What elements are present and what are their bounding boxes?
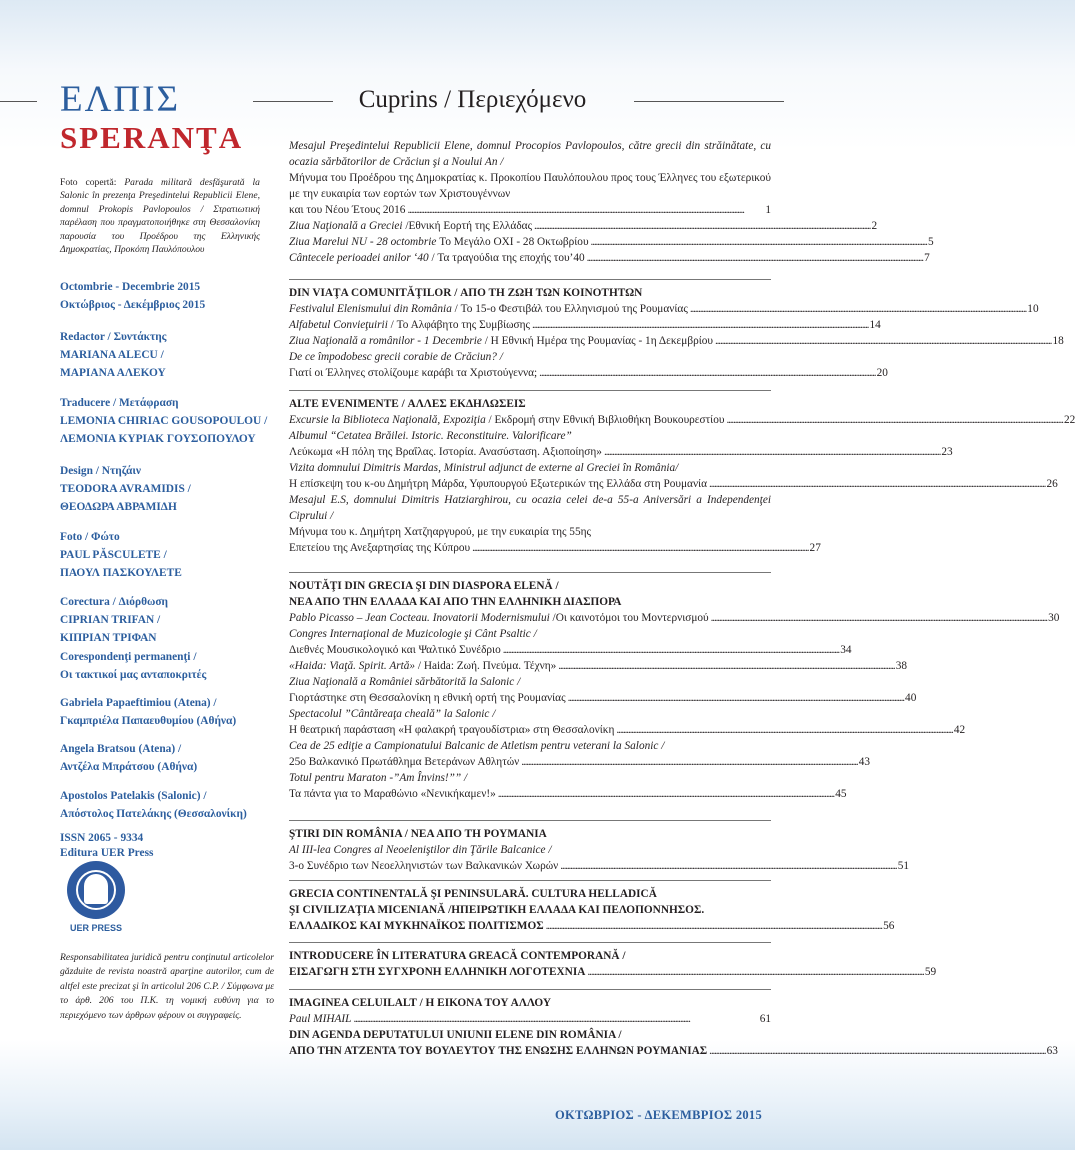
toc-entry-gr: / Εκδρομή στην Εθνική Βιβλιοθήκη Βουκουρεστίου <box>485 414 725 426</box>
toc-entry[interactable] <box>289 218 878 234</box>
toc-page-number: 1 <box>765 204 771 216</box>
toc-entry-ro: Vizita domnului Dimitris Mardas, Ministrul adjunct de externe al Greciei în România/ <box>289 462 679 474</box>
section-heading: IMAGINEA CELUILALT / Η ΕΙΚΟΝΑ ΤΟΥ ΑΛΛΟΥ <box>289 997 552 1009</box>
toc-entry-ro: Alfabetul Convieţuirii <box>289 319 388 331</box>
toc-page-number: 51 <box>897 860 910 872</box>
toc-page-number: 7 <box>924 252 930 264</box>
toc-section-1 <box>289 285 1064 381</box>
page-title: Cuprins / Περιεχόμενο <box>358 86 587 113</box>
toc-entry[interactable] <box>289 964 937 980</box>
uer-press-logo <box>60 861 132 933</box>
editor-block <box>60 328 270 382</box>
design-ro: TEODORA AVRAMIDIS / <box>60 483 191 495</box>
toc-entry[interactable] <box>289 610 1060 626</box>
rule-left <box>0 101 37 102</box>
toc-entry-title: ΕΙΣΑΓΩΓΗ ΣΤΗ ΣΥΓΧΡΟΝΗ ΕΛΛΗΝΙΚΗ ΛΟΓΟΤΕΧΝΙΑ <box>289 966 586 978</box>
toc-entry-gr: Μήνυμα του κ. Δημήτρη Χατζηαργυρού, με την ευκαιρία της 55ης <box>289 526 591 538</box>
toc-entry-ro: «Haida: Viaţă. Spirit. Artă» <box>289 660 416 672</box>
toc-entry[interactable] <box>289 858 910 874</box>
toc-page-number: 63 <box>1046 1045 1058 1057</box>
section-heading: ŞTIRI DIN ROMÂNIA / ΝΕΑ ΑΠΟ ΤΗ ΡΟΥΜΑΝΙΑ <box>289 828 547 840</box>
toc-entry[interactable] <box>289 786 847 802</box>
toc-entry[interactable] <box>289 333 1064 349</box>
toc-entry[interactable] <box>289 317 881 333</box>
section-heading: DIN AGENDA DEPUTATULUI UNIUNII ELENE DIN ROMÂNIA / <box>289 1029 622 1041</box>
issn: ISSN 2065 - 9334 <box>60 832 144 844</box>
toc-entry-gr: Η θεατρική παράσταση «Η φαλακρή τραγουδίστρια» στη Θεσσαλονίκη <box>289 724 615 736</box>
period-ro: Octombrie - Decembrie 2015 <box>60 281 201 293</box>
toc-entry-ro: Albumul “Cetatea Brăilei. Istoric. Reconstituire. Valorificare” <box>289 430 572 442</box>
toc-page-number: 59 <box>924 966 937 978</box>
editor-label: Redactor / Συντάκτης <box>60 331 167 343</box>
toc-entry[interactable] <box>289 202 771 218</box>
publisher: Editura UER Press <box>60 847 154 859</box>
section-divider <box>289 572 771 573</box>
correspondent-2-ro: Angela Bratsou (Atena) / <box>60 743 182 755</box>
section-heading: INTRODUCERE ÎN LITERATURA GREACĂ CONTEMPORANĂ / <box>289 950 626 962</box>
toc-entry-gr: Το Μεγάλο ΟΧΙ - 28 Οκτωβρίου <box>436 236 589 248</box>
photo-block <box>60 528 270 582</box>
toc-entry-ro: Totul pentru Maraton -”Am Învins!”” / <box>289 772 468 784</box>
toc-page-number: 45 <box>835 788 847 800</box>
translator-ro: LEMONIA CHIRIAC GOUSOPOULOU / <box>60 415 268 427</box>
toc-entry-ro: Ziua Marelui NU - 28 octombrie <box>289 236 437 248</box>
toc-entry[interactable] <box>289 540 821 556</box>
toc-entry-ro: Ziua Naţională a României sărbătorită la Salonic / <box>289 676 521 688</box>
correspondent-3-gr: Απόστολος Πατελάκης (Θεσσαλονίκη) <box>60 808 247 820</box>
toc-entry-gr: Γιορτάστηκε στη Θεσσαλονίκη η εθνική ορτή της Ρουμανίας <box>289 692 566 704</box>
proof-label: Corectura / Διόρθωση <box>60 596 169 608</box>
toc-entry[interactable] <box>289 690 917 706</box>
section-divider <box>289 279 771 280</box>
toc-entry-ro: Ziua Naţională a Greciei <box>289 220 403 232</box>
toc-entry-gr: / Το Αλφάβητο της Συμβίωσης <box>387 319 531 331</box>
footer-date: ΟΚΤΩΒΡΙΟΣ - ΔΕΚΕΜΒΡΙΟΣ 2015 <box>555 1108 763 1122</box>
toc-page-number: 40 <box>905 692 917 704</box>
toc-entry[interactable] <box>289 918 895 934</box>
period-gr: Οκτώβριος - Δεκέμβριος 2015 <box>60 299 206 311</box>
correspondent-1-ro: Gabriela Papaeftimiou (Atena) / <box>60 697 217 709</box>
toc-page-number: 23 <box>941 446 953 458</box>
toc-section-5 <box>289 886 895 934</box>
section-divider <box>289 820 771 821</box>
toc-section-6 <box>289 948 937 980</box>
section-heading: ALTE EVENIMENTE / ΑΛΛΕΣ ΕΚΔΗΛΩΣΕΙΣ <box>289 398 526 410</box>
toc-page-number: 42 <box>953 724 966 736</box>
toc-intro-gr: Μήνυμα του Προέδρου της Δημοκρατίας κ. Προκοπίου Παυλόπουλου προς τους Έλληνες του εξωτερικού με την ευκαιρία των εορτών των Χριστουγέννων <box>289 172 771 200</box>
correspondent-2 <box>60 740 270 776</box>
toc-entry-gr: Διεθνές Μουσικολογικό και Ψαλτικό Συνέδριο <box>289 644 501 656</box>
toc-entry-gr: / Η Εθνική Ημέρα της Ρουμανίας - 1η Δεκεμβρίου <box>481 335 713 347</box>
design-block <box>60 462 270 516</box>
translator-gr: ΛΕΜΟΝΙΑ ΚΥΡΙΑΚ ΓΟΥΣΟΠΟΥΛΟΥ <box>60 433 256 445</box>
toc-entry-title: ΕΛΛΑΔΙΚΟΣ ΚΑΙ ΜΥΚΗΝΑΪΚΟΣ ΠΟΛΙΤΙΣΜΟΣ <box>289 920 544 932</box>
section-divider <box>289 989 771 990</box>
toc-entry-gr: /Οι καινοτόμοι του Μοντερνισμού <box>549 612 709 624</box>
toc-entry-title: ΑΠΟ ΤΗΝ ΑΤΖΕΝΤΑ ΤΟΥ ΒΟΥΛΕΥΤΟΥ ΤΗΣ ΕΝΩΣΗΣ ΕΛΛΗΝΩΝ ΡΟΥΜΑΝΙΑΣ <box>289 1045 708 1057</box>
section-heading: GRECIA CONTINENTALĂ ŞI PENINSULARĂ. CULTURA HELLADICĂ <box>289 888 657 900</box>
photo-ro: PAUL PĂSCULETE / <box>60 549 167 561</box>
rule-right <box>634 101 784 102</box>
toc-page-number: 14 <box>869 319 881 331</box>
caption-text: Parada militară desfăşurată la Salonic în prezenţa Preşedintelui Republicii Elene, domnul Prokopis Pavlopoulos <box>60 177 260 215</box>
translator-label: Traducere / Μετάφραση <box>60 397 179 409</box>
publisher-block <box>60 831 270 861</box>
toc-entry[interactable] <box>289 642 852 658</box>
toc-intro-ro: Mesajul Preşedintelui Republicii Elene, domnul Procopios Pavlopoulos, către grecii din străinătate, cu ocazia sărbătorilor de Crăciun şi a Noului An / <box>289 140 771 168</box>
toc-entry-gr: Επετείου της Ανεξαρτησίας της Κύπρου <box>289 542 471 554</box>
toc-entry-gr: Τα πάντα για το Μαραθώνιο «Νενικήκαμεν!» <box>289 788 496 800</box>
design-label: Design / Ντηζάιν <box>60 465 142 477</box>
correspondent-1-gr: Γκαμπριέλα Παπαευθυμίου (Αθήνα) <box>60 715 237 727</box>
toc-entry[interactable] <box>289 412 1075 428</box>
logo-text: UER PRESS <box>69 923 122 933</box>
toc-section-3 <box>289 578 1060 802</box>
photo-gr: ΠΑΟΥΛ ΠΑΣΚΟΥΛΕΤΕ <box>60 567 182 579</box>
toc-section-4 <box>289 826 910 874</box>
logo-greek: ΕΛΠΙΣ <box>60 79 181 120</box>
toc-page-number: 10 <box>1027 303 1039 315</box>
disclaimer: Responsabilitatea juridică pentru conţinutul articolelor găzduite de revista noastră aparţine autorilor, cum de altfel este precizat şi în articolul 206 C.P. / Σύμφωνα με το άρθ. 206 του Π.Κ. τη νομική ευθύνη για το περιεχόμενο των άρθρων φέρουν οι συγγραφείς. <box>60 952 274 1021</box>
caption-greek: / Στρατιωτική παρέλαση που πραγματοποιήθηκε στη Θεσσαλονίκη παρουσία του Προέδρου της Ελληνικής Δημοκρατίας, Προκόπη Παυλόπουλου <box>60 203 261 256</box>
toc-entry-ro: Excursie la Biblioteca Naţională, Expoziţia <box>289 414 486 426</box>
toc-entry-ro: Cea de 25 ediţie a Campionatului Balcanic de Atletism pentru veterani la Salonic / <box>289 740 665 752</box>
toc-page-number: 20 <box>876 367 888 379</box>
section-divider <box>289 942 771 943</box>
section-heading: DIN VIAŢA COMUNITĂŢILOR / ΑΠΟ ΤΗ ΖΩΗ ΤΩΝ ΚΟΙΝΟΤΗΤΩΝ <box>289 287 643 299</box>
toc-entry-ro: Pablo Picasso – Jean Cocteau. Inovatorii Modernismului <box>289 612 550 624</box>
toc-entry-ro: Congres Internaţional de Muzicologie şi Cânt Psaltic / <box>289 628 537 640</box>
toc-entry[interactable] <box>289 658 908 674</box>
toc-entry[interactable] <box>289 234 934 250</box>
cover-caption <box>60 176 260 256</box>
section-heading: ΝΕΑ ΑΠΟ ΤΗΝ ΕΛΛΑΔΑ ΚΑΙ ΑΠΟ ΤΗΝ ΕΛΛΗΝΙΚΗ ΔΙΑΣΠΟΡΑ <box>289 596 622 608</box>
proof-gr: ΚΙΠΡΙΑΝ ΤΡΙΦΑΝ <box>60 632 157 644</box>
section-heading: ŞI CIVILIZAŢIA MICENIANĂ /ΗΠΕΙΡΩΤΙΚΗ ΕΛΛΑΔΑ ΚΑΙ ΠΕΛΟΠΟΝΝΗΣΟΣ. <box>289 904 705 916</box>
toc-intro <box>289 138 934 266</box>
toc-entry-gr: / Το 15-ο Φεστιβάλ του Ελληνισμού της Ρουμανίας <box>451 303 688 315</box>
toc-entry[interactable] <box>289 1043 1058 1059</box>
logo-romanian: SPERANŢA <box>60 120 244 155</box>
helmet-icon <box>67 861 125 919</box>
toc-page-number: 27 <box>809 542 821 554</box>
toc-page-number: 56 <box>883 920 895 932</box>
correspondent-3-ro: Apostolos Patelakis (Salonic) / <box>60 790 207 802</box>
toc-entry-gr: / Haida: Ζωή. Πνεύμα. Τέχνη» <box>415 660 557 672</box>
toc-entry-gr: Λεύκωμα «Η πόλη της Βραΐλας. Ιστορία. Ανασύσταση. Αξιοποίηση» <box>289 446 602 458</box>
toc-page-number: 26 <box>1046 478 1058 490</box>
toc-entry-gr: Γιατί οι Έλληνες στολίζουμε καράβι τα Χριστούγεννα; <box>289 367 538 379</box>
toc-entry-ro: Cântecele perioadei anilor ‘40 <box>289 252 429 264</box>
toc-entry-gr: 25ο Βαλκανικό Πρωτάθλημα Βετεράνων Αθλητών <box>289 756 520 768</box>
toc-entry[interactable] <box>289 301 1039 317</box>
proof-ro: CIPRIAN TRIFAN / <box>60 614 161 626</box>
section-divider <box>289 390 771 391</box>
toc-page-number: 38 <box>895 660 908 672</box>
toc-entry-ro: Paul MIHAIL <box>289 1013 352 1025</box>
toc-entry[interactable] <box>289 250 930 266</box>
toc-page-number: 34 <box>840 644 852 656</box>
proof-block <box>60 593 270 647</box>
photo-label: Foto / Φώτο <box>60 531 120 543</box>
toc-entry-ro: Al III-lea Congres al Neoeleniştilor din Ţările Balcanice / <box>289 844 552 856</box>
period-block <box>60 278 270 314</box>
correspondents-label: Corespondenţi permanenţi / <box>60 651 197 663</box>
toc-entry-gr: /Εθνική Εορτή της Ελλάδας <box>402 220 533 232</box>
translator-block <box>60 394 270 448</box>
toc-entry-ro: Ziua Naţională a românilor - 1 Decembrie <box>289 335 482 347</box>
toc-entry[interactable] <box>289 754 871 770</box>
toc-entry[interactable] <box>289 722 966 738</box>
toc-entry-ro: Spectacolul ”Cântăreaţa cheală” la Salonic / <box>289 708 496 720</box>
section-divider <box>289 880 771 881</box>
toc-entry-gr: / Τα τραγούδια της εποχής του’40 <box>428 252 585 264</box>
toc-entry[interactable] <box>289 365 888 381</box>
toc-page-number: 18 <box>1052 335 1064 347</box>
toc-entry-gr: 3-ο Συνέδριο των Νεοελληνιστών των Βαλκανικών Χωρών <box>289 860 559 872</box>
toc-entry-ro: Mesajul E.S, domnului Dimitris Hatziarghirou, cu ocazia celei de-a 55-a Aniversări a Independenţei Ciprului / <box>289 494 771 522</box>
toc-entry-ro: De ce împodobesc grecii corabie de Crăciun? / <box>289 351 503 363</box>
toc-entry[interactable] <box>289 476 1058 492</box>
toc-page-number: 30 <box>1048 612 1060 624</box>
toc-entry-title: και του Νέου Έτους 2016 <box>289 204 406 216</box>
section-heading: NOUTĂŢI DIN GRECIA ŞI DIN DIASPORA ELENĂ / <box>289 580 559 592</box>
toc-page-number: 22 <box>1063 414 1075 426</box>
toc-entry-gr: Η επίσκεψη του κ-ου Δημήτρη Μάρδα, Υφυπουργού Εξωτερικών της Ελλάδα στη Ρουμανία <box>289 478 708 490</box>
editor-gr: ΜΑΡΙΑΝΑ ΑΛΕΚΟΥ <box>60 367 166 379</box>
toc-entry[interactable] <box>289 1011 771 1027</box>
correspondent-1 <box>60 694 270 730</box>
toc-page-number: 2 <box>871 220 878 232</box>
toc-page-number: 61 <box>759 1013 771 1025</box>
toc-section-7 <box>289 995 1058 1059</box>
toc-page-number: 43 <box>858 756 871 768</box>
correspondent-3 <box>60 787 270 823</box>
correspondents-block <box>60 648 270 684</box>
editor-ro: MARIANA ALECU / <box>60 349 164 361</box>
toc-entry-ro: Festivalul Elenismului din România <box>289 303 452 315</box>
toc-page-number: 5 <box>928 236 934 248</box>
design-gr: ΘΕΟΔΩΡΑ ΑΒΡΑΜΙΔΗ <box>60 501 177 513</box>
toc-section-2 <box>289 396 1075 556</box>
correspondent-2-gr: Αντζέλα Μπράτσου (Αθήνα) <box>60 761 198 773</box>
correspondents-gr: Οι τακτικοί μας ανταποκριτές <box>60 669 207 681</box>
toc-entry[interactable] <box>289 444 953 460</box>
caption-label: Foto copertă: <box>60 177 125 188</box>
